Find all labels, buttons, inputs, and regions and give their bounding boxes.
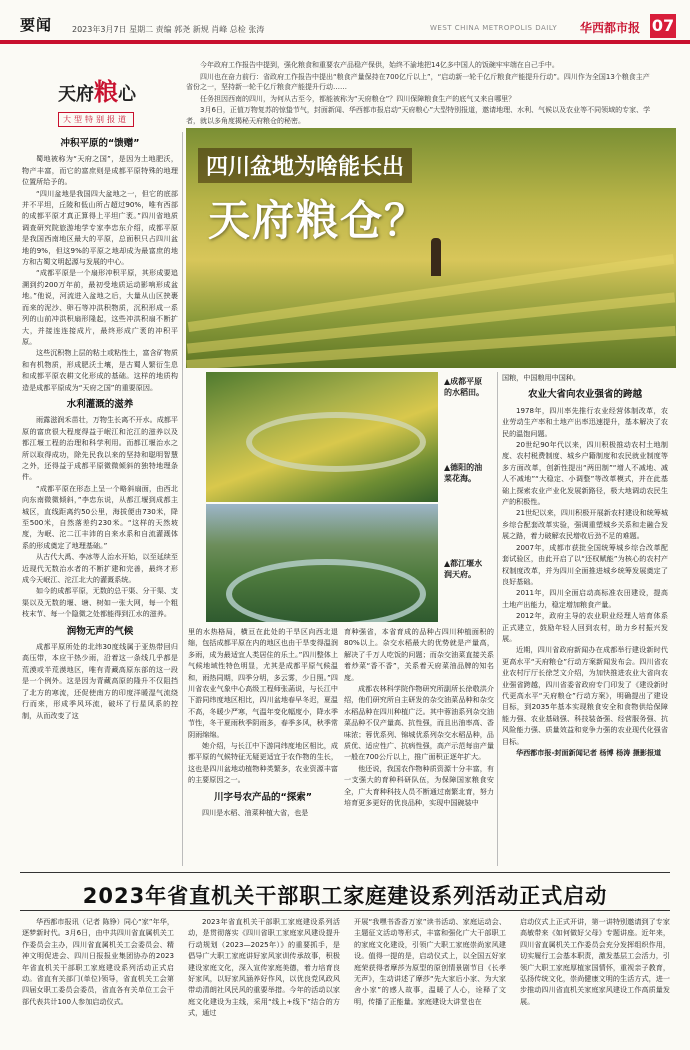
article-column-1 bbox=[22, 132, 178, 866]
caption-photo1: ▲成都平原的水稻田。 bbox=[444, 377, 484, 397]
section-title: 要闻 bbox=[20, 16, 53, 34]
photo-rice-fields bbox=[206, 372, 438, 502]
column-divider bbox=[182, 132, 183, 866]
news-headline: 2023年省直机关干部职工家庭建设系列活动正式启动 bbox=[82, 884, 608, 908]
paragraph: 从古代大禹、李冰等人治水开始，以至延续至近现代无数治水者的不断扩建和完善，最终才形成今天岷江、沱江北大的灌溉系统。 bbox=[22, 552, 178, 585]
news-column-2 bbox=[188, 916, 340, 1044]
paragraph: “四川盆地是我国四大盆地之一，但它的底部并不平坦，丘陵和低山所占超过90%，唯有西部的成都平原才真正算得上平坦广袤。”四川省地质调查研究院旅游地学专家李忠东介绍，成都平原是我国西南地区最大的平原，总面积只占四川盆地的9%，但这9%的平原之地却成为最富庶的地方和古蜀文明起源与发展的中心。 bbox=[22, 188, 178, 267]
paragraph: 2011年，四川全面启动高标准农田建设，提高土地产出能力，稳定增加粮食产量。 bbox=[502, 588, 668, 609]
article-column-2 bbox=[188, 626, 338, 866]
paragraph: 如今的成都平原，无数的总干渠、分干渠、支渠以及无数的堰、塘、树如一张大网，每一个粗枝末节、每一个隐微之处都能得到江水的滋养。 bbox=[22, 586, 178, 619]
paragraph: 华西都市报讯（记者 陈铮）同心“家”年华，逐梦新时代。3月6日，由中共四川省直属机关工作委员会主办，四川省直属机关工会委员会、精神文明促进会、四川日报报业集团协办的2023年省直机关干部职工家庭建设系列活动正式启动。省直有关部门(单位)领导，省直机关工会第四届女职工委员会委员，省直各有关单位工会干部代表共计100人参加启动仪式。 bbox=[22, 917, 174, 1006]
subheading: 农业大省向农业强省的跨越 bbox=[527, 389, 642, 401]
paper-name-en: WEST CHINA METROPOLIS DAILY bbox=[430, 24, 558, 32]
subheading: 水利灌溉的滋养 bbox=[66, 398, 134, 410]
subheading: 川字号农产品的“探索” bbox=[214, 791, 312, 803]
paragraph: 近期，四川省政府新闻办在成都举行建设新时代更高水平“天府粮仓”行动方案新闻发布会。四川省农业农村厅厅长徐芝文介绍，为加快推进农业大省向农业强省跨越，四川省委省政府专门印发了《建设新时代更高水平“天府粮仓”行动方案》，明确提出了建设目标，到2035年基本实现粮食安全和食物供给保障能力强、农业基础强、科技装备强、经营服务强、抗风险能力强、质量效益和竞争力强的农业现代化强省目标。 bbox=[502, 645, 668, 746]
paragraph: 20世纪90年代以来，四川积极推动农村土地制度、农村税费制度、城乡户籍制度和农民就业制度等多方面改革，创新性提出“两田制”“增人不减地、减人不减地”“大稳定、小调整”等改革模式，并在此基础上探索农业产业化发展新路径，极大地调动农民生产的积极性。 bbox=[502, 440, 668, 507]
intro-paragraph: 3月6日，正值万物复苏的惊蛰节气，封面新闻、华西都市报启动“天府粮心”大型特别报道，邀请地理、水利、气候以及农业等不同领域的专家、学者，就以多角度揭秘天府粮仓的秘密。 bbox=[186, 106, 651, 125]
photo-dujiangyan bbox=[206, 504, 438, 622]
caption-photo2: ▲都江堰水润天府。 bbox=[444, 559, 483, 579]
farmer-figure bbox=[431, 238, 441, 276]
paragraph: 她介绍，与长江中下游同纬度地区相比，成都平原的气候特征无疑更适宜于农作物的生长，这也是四川盆地动植物种类繁多，农业资源丰富的主要原因之一。 bbox=[188, 741, 338, 785]
paragraph: 他还说，我国农作物种质资源十分丰富，有一支强大的育种科研队伍，为保障国家粮食安全，广大育种科技人员不断通过南繁北育，努力培育更多更好的优良品种，实现中国碗装中 bbox=[344, 763, 494, 808]
paragraph: 开展“我嘿书香香万家”读书活动、家庭运动会、主题征文活动等形式，丰富和强化广大干部职工的家庭文化建设，引领广大职工家庭崇尚家风建设。值得一提的是，启动仪式上，以全国五好家庭荣获得者摩莎为原型的原创情景剧节目《长孝无声》，生动讲述了摩莎“先大家后小家、为大家舍小家”的感人故事，温暖了人心，诠释了文明，传播了正能量。家庭建设大讲堂也在 bbox=[354, 917, 506, 1006]
paragraph: 育种强省，本省育成的品种占四川种植面积的80%以上。杂交水稻最大的优势就是产量高，解决了千万人吃饭的问题；而杂交油菜直接关系着炒菜“香不香”，关系着天府菜油品牌的知名度。 bbox=[344, 627, 494, 682]
section-rule bbox=[20, 910, 670, 911]
article-column-4 bbox=[502, 372, 668, 866]
paragraph: 国粮，中国粮用中国种。 bbox=[502, 373, 581, 382]
news-column-3 bbox=[354, 916, 506, 1044]
byline: 华西都市报-封面新闻记者 杨博 杨涛 摄影报道 bbox=[516, 748, 662, 757]
article-column-3 bbox=[344, 626, 494, 866]
paragraph: 21世纪以来，四川积极开展新农村建设和统筹城乡综合配套改革实验，强调重塑城乡关系和走融合发展之路，着力破解农民增收后劲不足的难题。 bbox=[502, 508, 668, 541]
subheading: 润物无声的气候 bbox=[66, 625, 134, 637]
section-rule bbox=[20, 872, 670, 873]
paragraph: 成都平原所处的北纬30度线属于亚热带回归高压带，本应干热少雨，沿着这一条线几乎都是荒漠或半荒漠地区，唯有青藏高原东部的这一段是一个例外。这是因为青藏高原的隆升不仅阻挡了北方的寒流，还促使南方的印度洋暖湿气流绕行而来，形成季风环流，破坏了行星风系的控制，从而改变了这 bbox=[22, 642, 178, 720]
caption-photo1b: ▲德阳的油菜花海。 bbox=[444, 463, 483, 483]
intro-paragraph: 今年政府工作报告中提到，强化粮食和重要农产品稳产保供，始终不渝地把14亿多中国人的饭碗牢牢端在自己手中。 bbox=[200, 61, 559, 69]
paragraph: “成都平原在形态上呈一个略斜扇面，由西北向东南微微倾斜，”李忠东说，从都江堰到成都主城区，直线距离约50公里，海拔便由730米，降至500米，自然落差约230米。“这样的天然坡度，为岷、沱二江丰沛的自来水系和自流灌溉体系的形成奠定了地理基础。” bbox=[22, 483, 178, 550]
paragraph: 这些沉积物上层的粘土或粘性土，富含矿物质和有机物质，形成肥沃土壤，是古蜀人繁衍生息和成都平原农耕文化形成的基础。这样的地质构造是成都平原成为“天府之国”的重要原因。 bbox=[22, 348, 178, 392]
paragraph: 雨露滋润禾苗壮，万物生长离不开水。成都平原的富庶很大程度得益于岷江和沱江的滋养以及都江堰工程的治理和科学利用。而都江堰治水之所以取得成功，除先民我以来的坚持和聪明智慧之外，还得益于成都平原微微倾斜的独特地理条件。 bbox=[22, 415, 178, 482]
paragraph: 2007年，成都市获批全国统筹城乡综合改革配套试验区，由此开启了以“还权赋能”为核心的农村产权制度改革，并为四川全面推进城乡统筹发展奠定了良好基础。 bbox=[502, 542, 668, 586]
column-brand-subtitle: 大型特别报道 bbox=[58, 112, 134, 127]
paragraph: 成都农林科学院作物研究所副所长徐敬洪介绍，他们研究所自主研发的杂交油菜品种和杂交水稻品种在四川种植广泛。其中蓉油系列杂交油菜品种不仅产量高、抗性强，而且出油率高、香味浓；蓉优系列、锦城优系列杂交水稻品种，品质优、适应性广、抗病性强，高产示范每亩产量一般在700公斤以上，推广面积正逐年扩大。 bbox=[344, 684, 494, 762]
paragraph: 蜀地被称为“天府之国”，是因为土地肥沃，物产丰富，而它的富庶则是成都平原特殊的地理位置所给予的。 bbox=[22, 154, 178, 187]
paragraph: 四川是水稻、油菜种植大省，也是 bbox=[202, 808, 309, 818]
paragraph: 2012年，政府主导的农业职业经理人培育体系正式建立，鼓励年轻人回到农村，助力乡村振兴发展。 bbox=[502, 611, 668, 643]
date-line: 2023年3月7日 星期二 责编 郭尧 新规 肖峰 总检 张涛 bbox=[72, 25, 265, 34]
page-number: 07 bbox=[650, 14, 676, 38]
intro-block bbox=[186, 60, 656, 127]
page-header bbox=[0, 0, 690, 48]
header-rule bbox=[0, 40, 690, 44]
hero-title-line1: 四川盆地为啥能长出 bbox=[198, 148, 412, 183]
subheading: 冲积平原的“馈赠” bbox=[60, 138, 140, 149]
hero-image bbox=[186, 128, 676, 368]
news-column-4 bbox=[520, 916, 670, 1044]
paragraph: “成都平原是一个扇形冲积平原，其形成要追溯到约200万年前，最初受地质运动影响形成盆地。”他说，河流进入盆地之后，大量从山区挟裹而来的泥沙、卵石等冲洪积物质，沉积形成一系列的山前冲洪积扇形隆起，这些冲洪积扇不断扩大，并接连连接成片，最终形成广袤的冲积平原。 bbox=[22, 268, 178, 346]
column-brand bbox=[58, 72, 168, 124]
intro-paragraph: 任务担因西南的四川，为何从古至今，都能被称为“天府粮仓”？四川保障粮食生产的底气又来自哪里？ bbox=[200, 94, 516, 103]
paragraph: 启动仪式上正式开讲，第一讲特别邀请到了专家高敏带来《如何做好父母》专题讲座。近年来，四川省直属机关工作委员会充分发挥组织作用，切实履行工会基本职责，激发基层工会活力，引领广大职工家庭厚植家国情怀，重视亲子教育，弘扬传统文化，崇尚健康文明的生活方式，进一步推动四川省直机关家庭家风建设工作高质量发展。 bbox=[520, 917, 670, 1006]
paragraph: 1978年，四川率先推行农业经营体制改革，农业劳动生产率和土地产出率迅速提升，基本解决了农民的温饱问题。 bbox=[502, 405, 668, 438]
news-column-1 bbox=[22, 916, 174, 1044]
hero-title-line2: 天府粮仓？ bbox=[208, 196, 429, 245]
paper-logo: 华西都市报 bbox=[580, 21, 641, 35]
column-divider bbox=[497, 372, 498, 866]
column-brand-title: 天府粮心 bbox=[58, 77, 136, 106]
paragraph: 2023年省直机关干部职工家庭建设系列活动，是贯彻落实《四川省职工家庭家风建设提升行动规划（2023—2025年）》的重要抓手，是倡导广大职工家庭讲好家风家训传承故事，积极建设家庭文化，深入宣传家庭美德，着力培育良好家风，以好家风涵养好作风，以优良党风政风带动清朗社风民风的重要举措。今年的活动以家庭文化建设为主线，采用“线上+线下”结合的方式，通过 bbox=[188, 917, 340, 1018]
paragraph: 里的水热格局，横亘在此处的干旱区向西北退缩，包括成都平原在内的地区也由干旱变得温润多雨，成为最适宜人类居住的乐土。”四川整体上气候地域性特色明显，尤其是成都平原气候温和，雨热同期，四季分明，多云雾，少日照。”四川省农业气象中心高级工程师张菡说，与长江中下游同纬度地区相比，四川盆地春早冬迟，夏温不高，冬暖少严寒，气温年变化幅度小，降水季节性，冬干夏雨秋季阴雨多，春季多风，秋季常阴雨绵绵。 bbox=[188, 627, 338, 739]
intro-paragraph: 四川也在奋力前行：省政府工作报告中提出“粮食产量保持在700亿斤以上”，“启动新一轮千亿斤粮食产能提升行动”。四川作为全国13个粮食主产省份之一，坚持新一轮千亿斤粮食产能提升行动…… bbox=[186, 72, 650, 91]
